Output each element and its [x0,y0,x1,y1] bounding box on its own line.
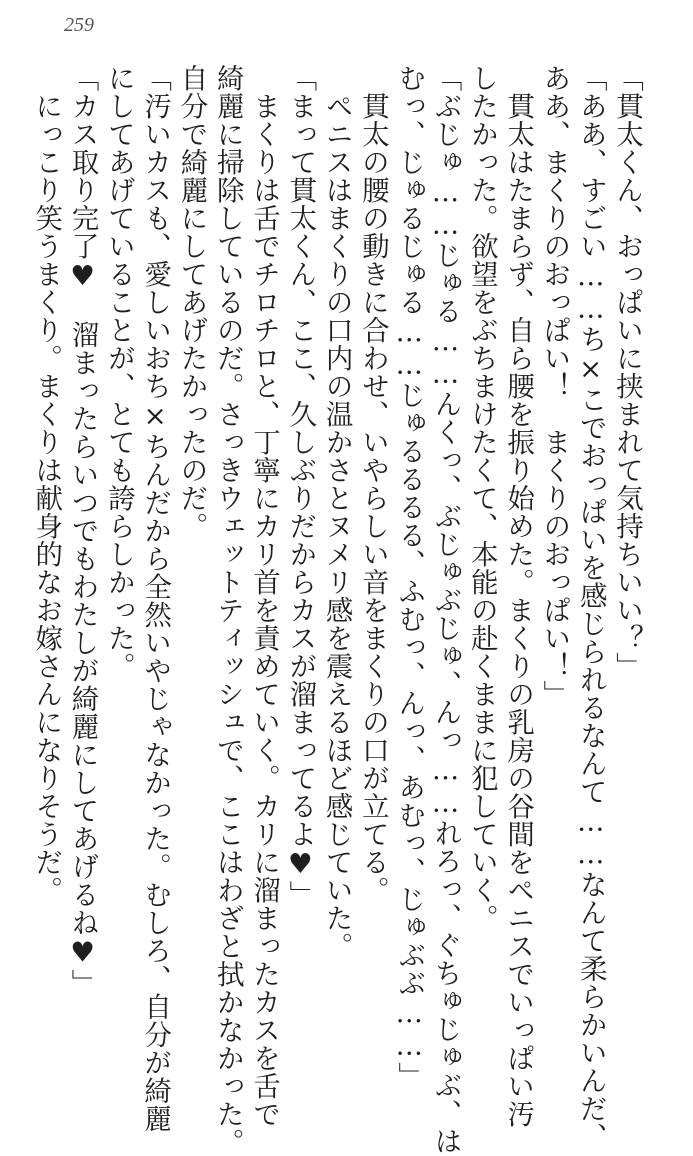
text-line: 「ああ、すごい……ち×こでおっぱいを感じられるなんて……なんて柔らかいんだ、 [574,64,607,1151]
text-line: 「ぶじゅ……じゅる……んくっ、ぶじゅぶじゅ、んっ……れろっ、ぐちゅじゅぶ、は [429,64,462,1155]
page-number: 259 [64,14,94,36]
text-line: 貫太はたまらず、自ら腰を振り始めた。まくりの乳房の谷間をペニスでいっぱい汚 [502,64,535,1128]
text-line: 「まって貫太くん、ここ、久しぶりだからカスが溜まってるよ♥」 [284,64,317,909]
text-line: にしてあげていることが、とても誇らしかった。 [102,64,135,680]
text-line: 綺麗に掃除しているのだ。さっきウェットティッシュで、ここはわざと拭かなかった。 [211,64,244,1156]
text-line: 「貫太くん、おっぱいに挟まれて気持ちいい？」 [611,64,643,680]
text-line: 「カス取り完了♥ 溜まったらいつでもわたしが綺麗にしてあげるね♥」 [66,64,99,997]
text-line: にっこり笑うまくり。まくりは献身的なお嫁さんになりそうだ。 [30,64,63,904]
text-line: 「汚いカスも、愛しいおち×ちんだから全然いやじゃなかった。むしろ、自分が綺麗 [139,64,172,1133]
text-line: ああ、まくりのおっぱい！ まくりのおっぱい！」 [538,64,571,708]
text-line: ペニスはまくりの口内の温かさとヌメリ感を震えるほど感じていた。 [320,64,353,960]
text-line: 自分で綺麗にしてあげたかったのだ。 [175,64,208,540]
text-line: 貫太の腰の動きに合わせ、いやらしい音をまくりの口が立てる。 [356,64,389,904]
text-line: むっ、じゅるじゅる……じゅるるるる、ふむっ、んっ、あむっ、じゅぶぶ……」 [393,64,426,1090]
text-line: まくりは舌でチロチロと、丁寧にカリ首を責めていく。カリに溜まったカスを舌で [248,64,281,1128]
vertical-text-body [30,64,645,1156]
text-line: したかった。欲望をぶちまけたくて、本能の赴くままに犯していく。 [465,64,498,932]
